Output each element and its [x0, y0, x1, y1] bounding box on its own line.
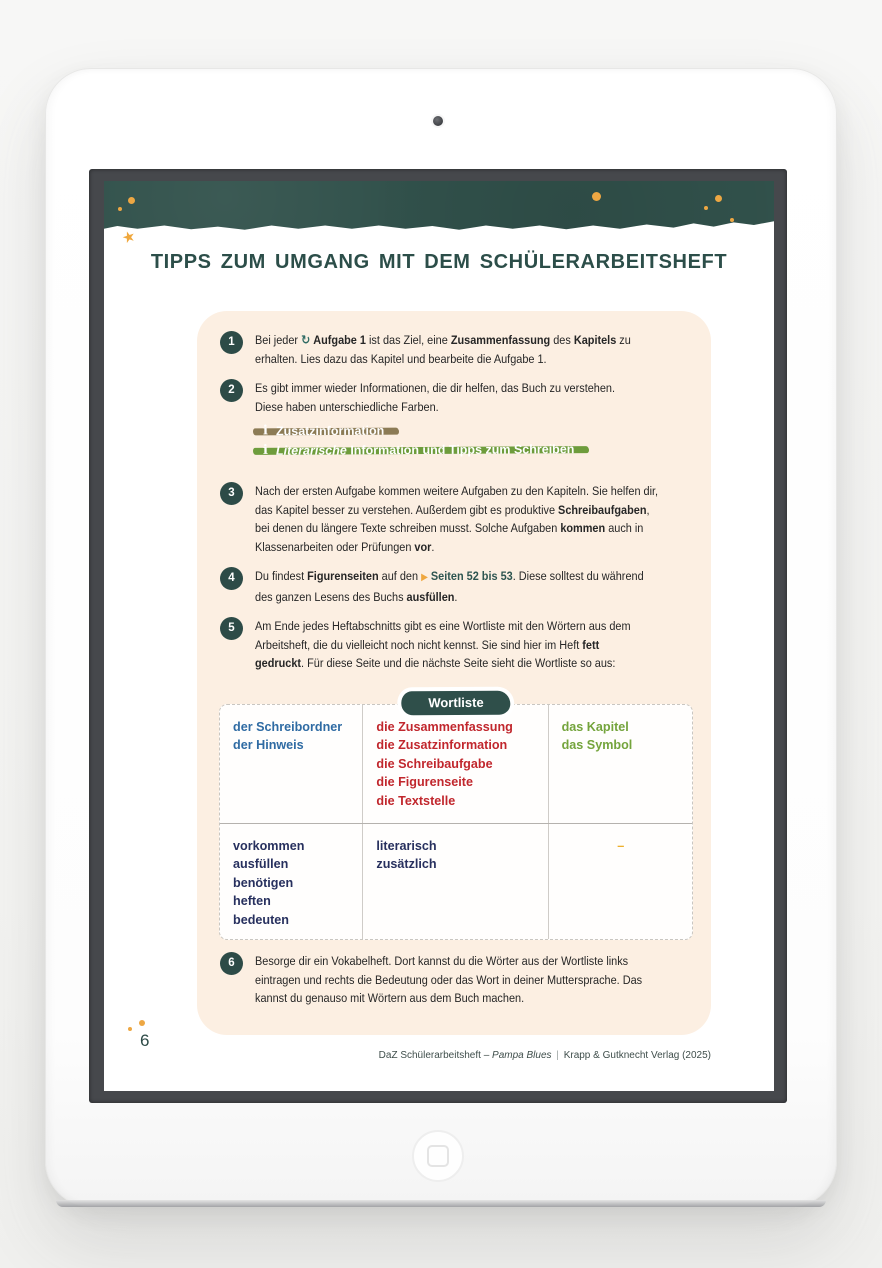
text-segment: vor	[414, 539, 432, 554]
wordlist-word: die Zusatzinformation	[376, 738, 508, 752]
text-segment: Arbeitsheft, die du vielleicht noch nicht kennst. Sie sind hier im Heft	[255, 637, 583, 652]
tablet-device	[45, 68, 837, 1207]
text-segment: . Diese solltest du während	[512, 569, 644, 583]
text-line	[255, 617, 646, 636]
info-badges	[253, 423, 699, 466]
text-segment: Bei jeder	[255, 333, 302, 347]
text-segment: kannst du genauso mit Wörtern aus dem Buch machen.	[255, 991, 525, 1005]
item-text	[255, 617, 699, 673]
text-line	[255, 398, 646, 417]
wordlist-cell	[362, 824, 547, 940]
wordlist-cell	[220, 824, 362, 940]
item-number-badge: 2	[220, 379, 243, 402]
decor-dot	[139, 1020, 145, 1026]
decor-dot	[592, 192, 601, 201]
badge-label-italic: Literarische	[275, 443, 347, 458]
wordlist-word: die Zusammenfassung	[376, 719, 513, 734]
wordlist	[219, 691, 693, 941]
badge-label: Literarische Information und Tipps zum Schreiben	[275, 442, 575, 458]
text-line	[255, 482, 659, 501]
text-segment: zu	[616, 333, 631, 347]
wordlist-word: ausfüllen	[233, 857, 289, 871]
item-text	[255, 331, 699, 368]
item-text	[255, 379, 699, 416]
tablet-screen	[89, 169, 787, 1103]
text-line	[255, 636, 646, 655]
text-segment: Kapitels	[573, 333, 617, 347]
tips-panel	[197, 311, 711, 1035]
wordlist-word: bedeuten	[233, 912, 289, 927]
text-segment: auch in	[605, 521, 644, 535]
item-number-badge: 5	[220, 617, 243, 640]
item-text	[255, 567, 699, 606]
wordlist-word: literarisch	[376, 838, 437, 853]
decor-dot	[118, 207, 122, 211]
text-segment: Besorge dir ein Vokabelheft. Dort kannst du die Wörter aus der Wortliste links	[255, 954, 629, 968]
text-segment: Aufgabe 1	[313, 333, 366, 347]
front-camera-icon	[433, 116, 443, 126]
wordlist-word: zusätzlich	[376, 857, 437, 871]
decor-dot	[730, 218, 734, 222]
tip-item-1	[220, 331, 699, 368]
text-segment: Klassenarbeiten oder Prüfungen	[255, 539, 415, 554]
text-segment: Diese haben unterschiedliche Farben.	[255, 399, 439, 414]
item-number-badge: 3	[220, 482, 243, 505]
text-segment: des ganzen Lesens des Buchs	[255, 589, 407, 604]
text-line	[255, 971, 646, 990]
text-segment: eintragen und rechts die Bedeutung oder das Wort in deiner Muttersprache. Das	[255, 972, 643, 987]
wordlist-row	[220, 705, 692, 823]
text-line	[255, 519, 647, 538]
text-segment: fett	[582, 637, 600, 652]
wordlist-cell	[548, 705, 692, 823]
wordlist-word: heften	[233, 894, 271, 908]
wordlist-cell	[548, 824, 692, 940]
wordlist-cell	[362, 705, 547, 823]
wordlist-word: –	[617, 838, 625, 853]
text-segment: Am Ende jedes Heftabschnitts gibt es eine Wortliste mit den Wörtern aus dem	[255, 619, 631, 633]
wordlist-word: benötigen	[233, 875, 294, 890]
text-segment: ausfüllen	[406, 589, 455, 604]
text-segment: Zusammenfassung	[450, 333, 551, 347]
tip-item-3	[220, 482, 699, 556]
imprint-line	[379, 1050, 711, 1061]
text-segment: bei denen du längere Texte schreiben musst. Solche Aufgaben	[255, 521, 561, 535]
wordlist-word: vorkommen	[233, 838, 305, 853]
text-segment: . Für diese Seite und die nächste Seite sieht die Wortliste so aus:	[301, 656, 616, 670]
decor-dot	[715, 195, 722, 202]
tip-item-5	[220, 617, 699, 673]
text-segment: .	[454, 589, 458, 604]
wordlist-title-badge: Wortliste	[401, 690, 511, 715]
text-segment: Seiten 52 bis 53	[430, 569, 513, 583]
text-line	[255, 501, 650, 520]
text-line	[255, 952, 646, 971]
wordlist-word: die Schreibaufgabe	[376, 756, 493, 771]
text-segment: das Kapitel besser zu verstehen. Außerdem gibt es produktive	[255, 502, 559, 517]
text-segment: Nach der ersten Aufgabe kommen weitere Aufgaben zu den Kapiteln. Sie helfen dir,	[255, 484, 659, 498]
refresh-icon: ↻	[301, 332, 311, 347]
imprint-separator: |	[553, 1050, 562, 1061]
text-line	[255, 567, 646, 588]
text-line	[255, 654, 646, 673]
wordlist-cell	[220, 705, 362, 823]
page-number: 6	[140, 1031, 150, 1050]
text-line	[255, 538, 647, 557]
page-title: TIPPS ZUM UMGANG MIT DEM SCHÜLERARBEITSHEFT	[150, 251, 728, 273]
imprint-publisher: Krapp & Gutknecht Verlag (2025)	[563, 1050, 711, 1061]
decor-dot	[704, 206, 708, 210]
star-icon: ★	[119, 226, 138, 248]
imprint-prefix: DaZ Schülerarbeitsheft –	[378, 1050, 493, 1061]
text-segment: erhalten. Lies dazu das Kapitel und bearbeite die Aufgabe 1.	[255, 351, 547, 366]
text-segment: Figurenseiten	[307, 569, 379, 583]
wordlist-word: das Symbol	[561, 738, 633, 752]
play-icon: ▶	[421, 572, 428, 583]
item-number-badge: 4	[220, 567, 243, 590]
text-segment: kommen	[560, 521, 606, 535]
item-number-badge: 1	[220, 331, 243, 354]
extra-info-badge	[253, 423, 399, 439]
tip-item-4	[220, 567, 699, 606]
tip-item-2	[220, 379, 699, 416]
imprint-book-title: Pampa Blues	[492, 1050, 552, 1061]
badge-label: Zusatzinformation	[275, 423, 385, 439]
text-segment: .	[431, 539, 435, 554]
text-segment: ,	[646, 502, 650, 517]
text-line	[255, 350, 646, 369]
wordlist-word: der Schreibordner	[233, 719, 343, 734]
wordlist-table	[219, 704, 693, 941]
item-text	[255, 482, 700, 556]
literary-info-badge	[253, 442, 589, 458]
text-segment: Schreibaufgaben	[558, 502, 647, 517]
tip-item-6	[220, 952, 699, 1008]
worksheet-page	[104, 181, 774, 1091]
header-band	[104, 181, 774, 234]
wordlist-row	[220, 823, 692, 940]
wordlist-word: das Kapitel	[561, 719, 629, 734]
decor-dot	[128, 197, 135, 204]
text-segment: Es gibt immer wieder Informationen, die dir helfen, das Buch zu verstehen.	[255, 381, 616, 395]
home-button-square-icon	[427, 1145, 449, 1167]
wordlist-word: die Textstelle	[376, 793, 456, 808]
text-segment: des	[550, 333, 574, 347]
wordlist-word: der Hinweis	[233, 738, 304, 752]
text-line	[255, 379, 646, 398]
text-line	[255, 588, 646, 607]
text-segment: gedruckt	[255, 656, 302, 670]
item-number-badge: 6	[220, 952, 243, 975]
home-button	[412, 1130, 464, 1182]
text-segment: Du findest	[255, 569, 308, 583]
item-text	[255, 952, 699, 1008]
badge-row	[253, 442, 699, 466]
text-line	[255, 989, 646, 1008]
wordlist-word: die Figurenseite	[376, 775, 473, 789]
text-segment: ist das Ziel, eine	[365, 333, 451, 347]
decor-dot	[128, 1027, 132, 1031]
text-line	[255, 331, 646, 350]
text-segment: auf den	[378, 569, 422, 583]
